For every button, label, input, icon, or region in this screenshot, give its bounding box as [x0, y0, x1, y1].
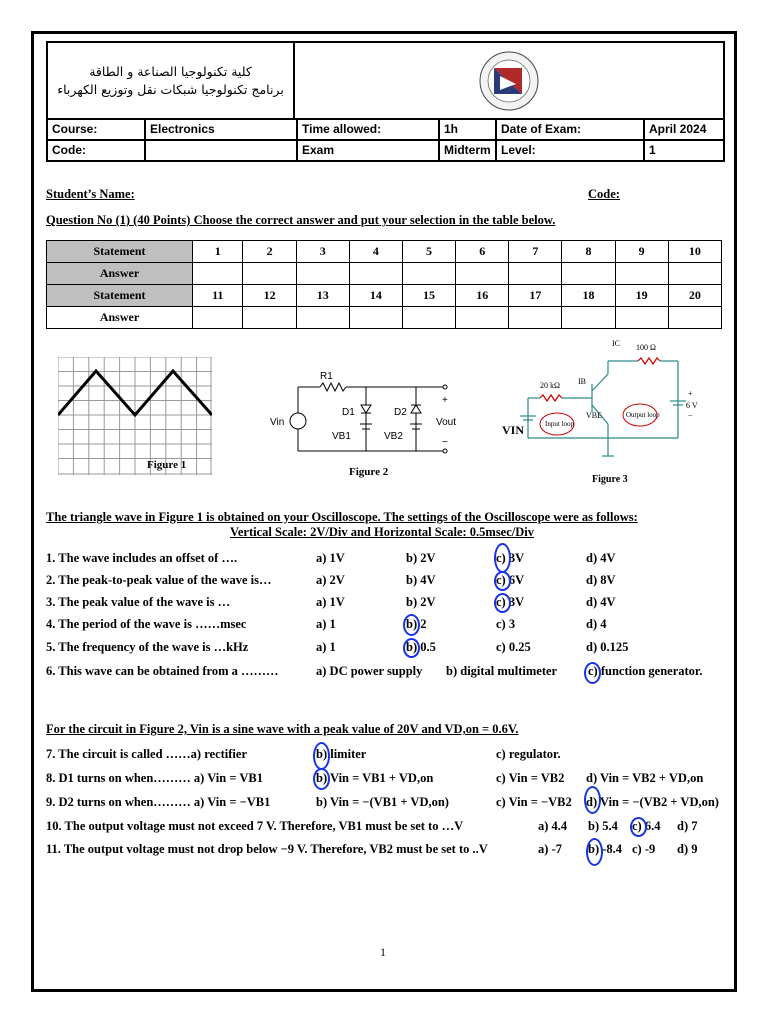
statement-number: 9 [615, 241, 668, 263]
answer-cell[interactable] [243, 307, 296, 329]
option-b[interactable]: b) 4V [406, 573, 436, 587]
statement-number: 6 [456, 241, 509, 263]
option-a[interactable]: a) 1V [316, 595, 345, 609]
statement-number: 10 [668, 241, 721, 263]
option-c[interactable]: c) 6V [496, 573, 525, 587]
answer-cell[interactable] [562, 263, 615, 285]
statement-number: 14 [349, 285, 402, 307]
faculty-name [48, 43, 295, 118]
option-b[interactable]: b) 0.5 [406, 640, 436, 654]
answer-mark-q11 [586, 838, 603, 866]
question-text: 6. This wave can be obtained from a ……… [46, 664, 279, 678]
date-label: Date of Exam: [497, 120, 645, 139]
answer-cell[interactable] [615, 263, 668, 285]
section1-scales: Vertical Scale: 2V/Div and Horizontal Scale: 0.5msec/Div [230, 525, 535, 539]
answer-mark-q4 [403, 614, 420, 636]
answer-mark-q6 [584, 662, 601, 684]
statement-header: Statement [47, 285, 193, 307]
question-text: 3. The peak value of the wave is … [46, 595, 231, 609]
option-a[interactable]: a) -7 [538, 842, 562, 856]
statement-number: 19 [615, 285, 668, 307]
level-value: 1 [649, 143, 656, 157]
answer-cell[interactable] [296, 307, 349, 329]
statement-number: 3 [296, 241, 349, 263]
section1-intro: The triangle wave in Figure 1 is obtained on your Oscilloscope. The settings of the Oscilloscope were as follows: [46, 510, 638, 524]
statement-header: Statement [47, 241, 193, 263]
table-row [47, 241, 722, 263]
option-d[interactable]: d) 8V [586, 573, 616, 587]
option-a[interactable]: a) 2V [316, 573, 345, 587]
figure-1-oscilloscope [58, 357, 212, 475]
option-a[interactable]: a) 1V [316, 551, 345, 565]
fig2-minus-label: − [442, 437, 448, 448]
option-c[interactable]: c) 6.4 [632, 819, 661, 833]
option-b[interactable]: b) 2V [406, 551, 436, 565]
question-text: 1. The wave includes an offset of …. [46, 551, 238, 565]
option-d[interactable]: d) 0.125 [586, 640, 629, 654]
fig3-vin-label: VIN [502, 423, 525, 437]
time-label: Time allowed: [298, 120, 440, 139]
statement-number: 7 [509, 241, 562, 263]
answer-cell[interactable] [193, 307, 243, 329]
fig2-d2-label: D2 [394, 407, 407, 418]
answer-cell[interactable] [349, 307, 402, 329]
answer-cell[interactable] [402, 263, 455, 285]
option-b[interactable]: b) Vin = −(VB1 + VD,on) [316, 795, 449, 809]
fig2-vout-label: Vout [436, 417, 457, 428]
fig2-vin-label: Vin [270, 417, 285, 428]
answer-mark-q7 [313, 742, 330, 770]
answer-cell[interactable] [402, 307, 455, 329]
student-name-label: Student’s Name: [46, 187, 135, 201]
option-d[interactable]: d) 4V [586, 595, 616, 609]
answer-mark-q8 [313, 768, 330, 790]
figure-1-caption: Figure 1 [147, 459, 187, 471]
answer-cell[interactable] [456, 263, 509, 285]
statement-number: 11 [193, 285, 243, 307]
option-d[interactable]: d) 9 [677, 842, 698, 856]
answer-cell[interactable] [193, 263, 243, 285]
option-d[interactable]: d) 7 [677, 819, 698, 833]
statement-number: 15 [402, 285, 455, 307]
fig3-input-loop-label: Input loop [545, 420, 574, 428]
question-text: 8. D1 turns on when……… a) Vin = VB1 [46, 771, 263, 785]
option-a[interactable]: a) 1 [316, 617, 336, 631]
figure-2-caption: Figure 2 [349, 466, 389, 478]
option-c[interactable]: c) 0.25 [496, 640, 531, 654]
statement-number: 12 [243, 285, 296, 307]
statement-number: 2 [243, 241, 296, 263]
question-text: 7. The circuit is called ……a) rectifier [46, 747, 247, 761]
option-c[interactable]: c) 3V [496, 595, 525, 609]
statement-number: 13 [296, 285, 349, 307]
figure-3-transistor-circuit [500, 336, 705, 471]
question1-title: Question No (1) (40 Points) Choose the correct answer and put your selection in the table below. [46, 213, 556, 227]
course-value: Electronics [146, 120, 298, 139]
fig2-d1-label: D1 [342, 407, 355, 418]
answer-mark-q10 [630, 817, 647, 837]
fig3-plus-label: + [688, 389, 693, 398]
answer-mark-q5 [403, 638, 420, 658]
fig2-vb2-label: VB2 [384, 431, 403, 442]
answer-cell[interactable] [349, 263, 402, 285]
option-a[interactable]: a) DC power supply [316, 664, 423, 678]
statement-number: 16 [456, 285, 509, 307]
answer-cell[interactable] [296, 263, 349, 285]
answer-table [46, 240, 722, 329]
option-c[interactable]: c) Vin = VB2 [496, 771, 565, 785]
statement-number: 4 [349, 241, 402, 263]
option-b[interactable]: b) 5.4 [588, 819, 618, 833]
question-text: 11. The output voltage must not drop below −9 V. Therefore, VB2 must be set to ..V [46, 842, 488, 856]
question-text: 9. D2 turns on when……… a) Vin = −VB1 [46, 795, 271, 809]
faculty-line: كلية تكنولوجيا الصناعة و الطاقة [89, 63, 252, 79]
date-value: April 2024 [649, 122, 707, 136]
statement-number: 1 [193, 241, 243, 263]
fig2-r1-label: R1 [320, 371, 333, 382]
level-label: Level: [497, 141, 645, 160]
option-c[interactable]: c) -9 [632, 842, 656, 856]
option-a[interactable]: a) 4.4 [538, 819, 568, 833]
exam-value: Midterm [440, 141, 497, 160]
student-code-label: Code: [588, 187, 620, 201]
table-row [47, 307, 722, 329]
option-b[interactable]: b) limiter [316, 747, 367, 761]
option-a[interactable]: a) 1 [316, 640, 336, 654]
course-label: Course: [48, 120, 146, 139]
fig2-vb1-label: VB1 [332, 431, 351, 442]
fig3-minus-label: − [688, 411, 693, 420]
answer-cell[interactable] [243, 263, 296, 285]
fig3-vbe-label: VBE [586, 411, 602, 420]
fig3-6v-label: 6 V [686, 401, 698, 410]
program-line: برنامج تكنولوجيا شبكات نقل وتوزيع الكهرباء [57, 81, 284, 97]
question-text: 10. The output voltage must not exceed 7 V. Therefore, VB1 must be set to …V [46, 819, 464, 833]
fig2-plus-label: + [442, 395, 448, 406]
question-text: 5. The frequency of the wave is …kHz [46, 640, 249, 654]
option-b[interactable]: b) 2V [406, 595, 436, 609]
option-c[interactable]: c) Vin = −VB2 [496, 795, 572, 809]
exam-header [46, 41, 725, 162]
page-number: 1 [380, 945, 386, 959]
figure-3-caption: Figure 3 [592, 474, 628, 485]
option-b[interactable]: b) Vin = VB1 + VD,on [316, 771, 434, 785]
table-row [47, 285, 722, 307]
answer-mark-q3 [494, 593, 511, 613]
answer-cell[interactable] [456, 307, 509, 329]
answer-cell[interactable] [509, 263, 562, 285]
time-value: 1h [440, 120, 497, 139]
answer-cell[interactable] [509, 307, 562, 329]
statement-number: 20 [668, 285, 721, 307]
fig3-r100-label: 100 Ω [636, 343, 656, 352]
table-row [47, 263, 722, 285]
answer-mark-q2 [494, 571, 511, 591]
figure-2-limiter-circuit [268, 367, 468, 467]
statement-number: 18 [562, 285, 615, 307]
fig3-ic-label: IC [612, 339, 620, 348]
code-label: Code: [48, 141, 146, 160]
answer-cell[interactable] [615, 307, 668, 329]
option-c[interactable]: c) 3V [496, 551, 525, 565]
option-d[interactable]: d) Vin = −(VB2 + VD,on) [586, 795, 719, 809]
answer-cell[interactable] [668, 263, 721, 285]
fig3-ib-label: IB [578, 377, 586, 386]
fig3-output-loop-label: Output loop [626, 411, 660, 419]
section2-intro: For the circuit in Figure 2, Vin is a sine wave with a peak value of 20V and VD,on = 0.6V. [46, 722, 519, 736]
option-d[interactable]: d) 4V [586, 551, 616, 565]
option-c[interactable]: c) regulator. [496, 747, 561, 761]
statement-number: 5 [402, 241, 455, 263]
answer-cell[interactable] [562, 307, 615, 329]
answer-header: Answer [47, 263, 193, 285]
answer-mark-q9 [584, 786, 601, 814]
code-value [146, 141, 298, 160]
option-d[interactable]: d) 4 [586, 617, 607, 631]
answer-cell[interactable] [668, 307, 721, 329]
option-b[interactable]: b) 2 [406, 617, 427, 631]
option-d[interactable]: d) Vin = VB2 + VD,on [586, 771, 704, 785]
option-b[interactable]: b) digital multimeter [446, 664, 558, 678]
option-c[interactable]: c) function generator. [588, 664, 703, 678]
statement-number: 8 [562, 241, 615, 263]
university-seal-icon [478, 50, 540, 112]
option-b[interactable]: b) -8.4 [588, 842, 623, 856]
question-text: 2. The peak-to-peak value of the wave is… [46, 573, 272, 587]
fig3-r20k-label: 20 kΩ [540, 381, 560, 390]
answer-mark-q1 [494, 543, 511, 573]
exam-label: Exam [298, 141, 440, 160]
statement-number: 17 [509, 285, 562, 307]
option-c[interactable]: c) 3 [496, 617, 516, 631]
answer-header: Answer [47, 307, 193, 329]
question-text: 4. The period of the wave is ……msec [46, 617, 247, 631]
